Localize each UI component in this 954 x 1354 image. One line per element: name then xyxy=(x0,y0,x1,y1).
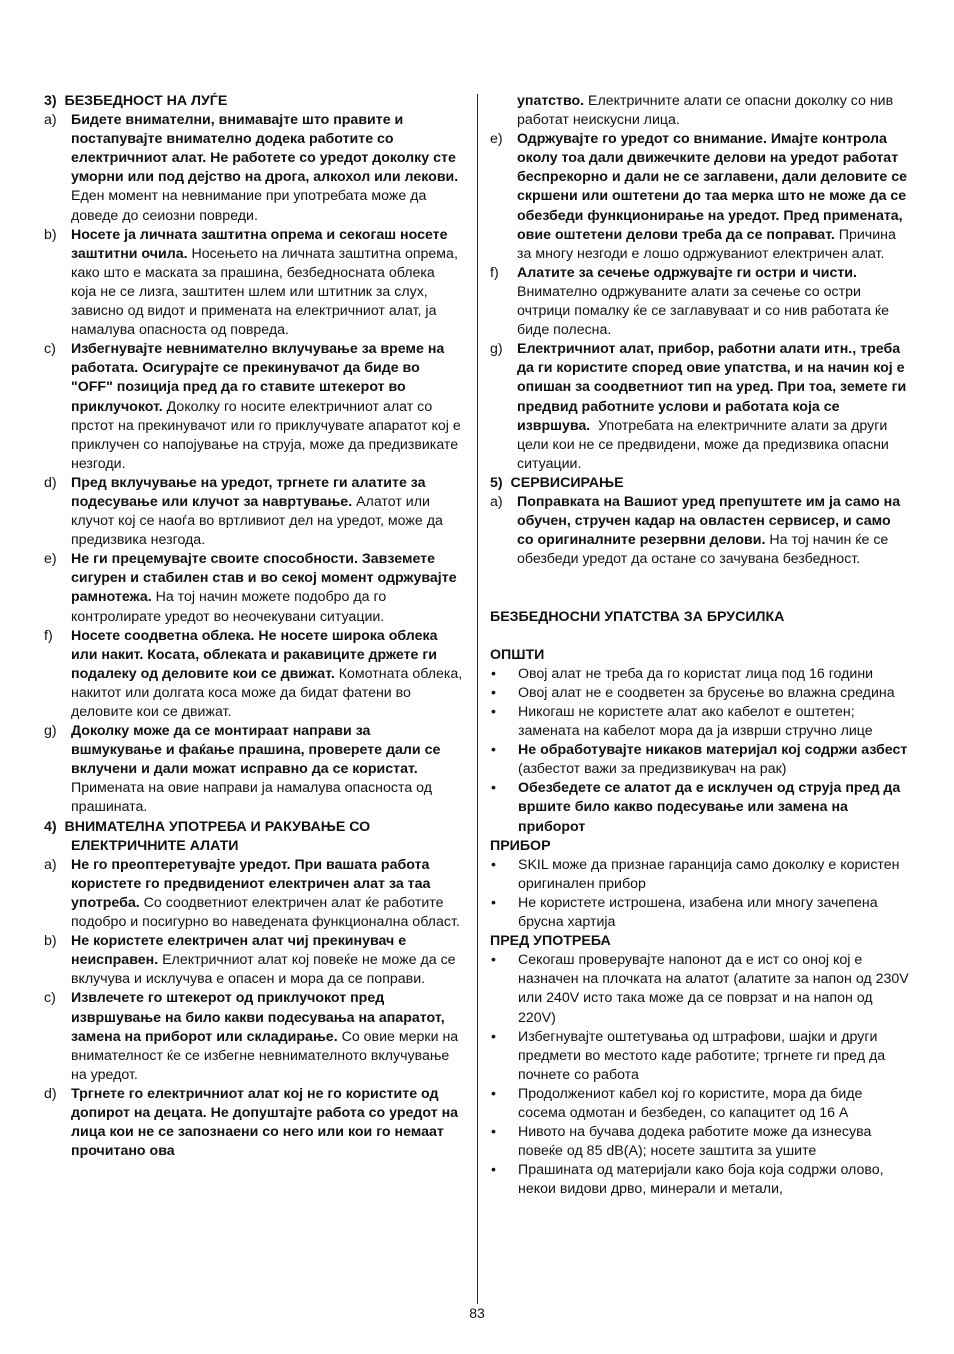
item-label: b) xyxy=(44,226,57,243)
item-text: Никогаш не користете алат ако кабелот е оштетен; замената на кабелот мора да ја изврши стручно лице xyxy=(518,704,873,740)
list-item xyxy=(44,932,464,989)
item-text: Алатот или клучот кој се наоѓа во вртливиот дел на уредот, може да предизвика незгода. xyxy=(71,493,443,549)
accessories-items xyxy=(490,856,910,932)
item-bold-text: Не го преоптеретувајте уредот. При вашата работа користете го предвидениот електричен алат за таа употреба. xyxy=(71,856,431,911)
item-text: Прашината од материјали како боја која содржи олово, некои видови дрво, минерали и метали, xyxy=(518,1162,884,1198)
section-4-items xyxy=(44,856,464,1162)
item-label: f) xyxy=(490,264,499,281)
bullet-icon: • xyxy=(491,1085,496,1102)
item-text: Овој алат не е соодветен за брусење во влажна средина xyxy=(518,684,895,701)
section-5-items xyxy=(490,493,910,569)
right-column xyxy=(490,92,910,1199)
item-text: Внимателно одржуваните алати за сечење со остри очтрици помалку ќе се заглавуваат и со нив работата ќе биде полесна. xyxy=(517,283,890,339)
bullet-item xyxy=(490,894,910,932)
bullet-icon: • xyxy=(491,684,496,701)
bullet-item xyxy=(490,951,910,1027)
item-label: c) xyxy=(44,341,56,358)
bullet-icon: • xyxy=(491,1124,496,1141)
list-item xyxy=(490,493,910,569)
item-text: SKIL може да признае гаранција само доколку е користен оригинален прибор xyxy=(518,856,900,892)
item-bold-text: Алатите за сечење одржувајте ги остри и чисти. xyxy=(517,264,857,281)
item-label: d) xyxy=(44,474,57,491)
continued-item xyxy=(490,92,910,130)
section-3-title: 3) БЕЗБЕДНОСТ НА ЛУЃЕ xyxy=(44,93,228,109)
item-text: Доколку го носите електричниот алат со прстот на прекинувачот или го приклучувате апаратот кој е приклучен со напојување на струја, може да предизвикате незгоди. xyxy=(71,398,461,472)
item-text: (азбестот важи за предизвикувач на рак) xyxy=(518,761,787,778)
section-4-items-continued xyxy=(490,130,910,474)
item-bold-text: Не користете електричен алат чиј прекинувач е неисправен. xyxy=(71,933,407,969)
item-bold-text: Доколку може да се монтираат направи за вшмукување и фаќање прашина, проверете дали се вклучени и дали можат исправно да се користат. xyxy=(71,723,441,778)
section-4-title xyxy=(44,818,464,856)
item-bold-text: Не обработувајте никаков материјал кој содржи азбест xyxy=(518,742,908,759)
item-text: Еден момент на невнимание при употребата може да доведе до сеиозни повреди. xyxy=(71,188,427,224)
left-column xyxy=(44,92,464,1161)
general-title: ОПШТИ xyxy=(490,646,545,663)
item-label: a) xyxy=(44,112,57,129)
item-label: a) xyxy=(44,856,57,873)
accessories-title: ПРИБОР xyxy=(490,837,551,854)
item-label: g) xyxy=(490,341,503,358)
item-bold-text: Извлечете го штекерот од приклучокот пред извршување на било какви подесувања на апаратот, замена на приборот или складирање. xyxy=(71,990,445,1045)
item-label: b) xyxy=(44,933,57,950)
item-text: Секогаш проверувајте напонот да е ист со оној кој е назначен на плочката на алатот (алатите за напон од 230V или 240V исто така може да се поврзат и на напон од 220V) xyxy=(518,952,909,1026)
item-bold-text: Пред вклучување на уредот, тргнете ги алатите за подесување или клучот за навртување. xyxy=(71,474,426,510)
item-text: Причина за многу незгоди е лошо одржуваниот електричен алат. xyxy=(517,226,896,262)
item-label: a) xyxy=(490,493,503,510)
list-item xyxy=(490,130,910,264)
list-item xyxy=(490,264,910,340)
item-bold-text: Не ги прецемувајте своите способности. Завземете сигурен и стабилен став и во секој момент одржувајте рамнотежа. xyxy=(71,551,457,606)
list-item xyxy=(44,474,464,550)
item-text: Комотната облека, накитот или долгата коса може да бидат фатени во деловите кои се движат. xyxy=(71,665,463,720)
bullet-icon: • xyxy=(491,952,496,969)
item-text: На тој начин ќе се обезбеди уредот да остане со зачувана безбедност. xyxy=(517,532,889,568)
bullet-item xyxy=(490,741,910,779)
item-bold-text: Тргнете го електричниот алат кој не го користите од допирот на децата. Не допуштајте работа со уредот на лица кои не се запознаени со него или кои го немаат прочитано ова xyxy=(71,1085,459,1160)
item-label: c) xyxy=(44,990,56,1007)
item-text: Електричниот алат кој повеќе не може да се вклучува и исклучува е опасен и мора да се поправи. xyxy=(71,952,456,988)
column-divider xyxy=(477,94,478,1304)
bullet-icon: • xyxy=(491,665,496,682)
item-bold-text: Одржувајте го уредот со внимание. Имајте контрола околу тоа дали движечките делови на уредот работат беспрекорно и дали не се заглавени, дали деловите се скршени или оштетени до таа мерка што не може да се обезбеди функционирање на уредот. Пред примената, овие оштетени делови треба да се поправат. xyxy=(517,131,908,243)
item-text: Употребата на електричните алати за други цели кои не се предвидени, може да предизвика опасни ситуации. xyxy=(517,417,889,472)
bullet-icon: • xyxy=(491,704,496,720)
item-bold-text: Носете ја личната заштитна опрема и секогаш носете заштитни очила. xyxy=(71,226,448,262)
item-bold-text: Избегнувајте невнимателно вклучување за време на работата. Осигурајте се прекинувачот да биде во "OFF" позиција пред да го ставите штекерот во приклучокот. xyxy=(71,341,445,415)
general-items xyxy=(490,665,910,837)
before-use-title: ПРЕД УПОТРЕБА xyxy=(490,933,611,950)
section-4-title-line2: ЕЛЕКТРИЧНИТЕ АЛАТИ xyxy=(71,837,239,854)
item-label: f) xyxy=(44,627,53,644)
bullet-item xyxy=(490,1028,910,1085)
list-item xyxy=(44,627,464,722)
bullet-icon: • xyxy=(491,742,496,759)
bullet-item xyxy=(490,1085,910,1123)
bullet-icon: • xyxy=(491,1162,496,1179)
item-text: На тој начин можете подобро да го контролирате уредот во неочекувани ситуации. xyxy=(71,589,387,625)
continued-text: Електричните алати се опасни доколку со нив работат неискусни лица. xyxy=(517,93,894,129)
before-use-items xyxy=(490,951,910,1199)
section-3-items xyxy=(44,111,464,817)
list-item xyxy=(44,722,464,817)
bullet-item xyxy=(490,779,910,836)
item-text: Не користете истрошена, изабена или многу зачепена брусна хартија xyxy=(518,894,878,931)
list-item xyxy=(44,226,464,341)
item-label: e) xyxy=(44,551,57,568)
bullet-item xyxy=(490,1161,910,1199)
item-label: d) xyxy=(44,1085,57,1102)
item-bold-text: Носете соодветна облека. Не носете широка облека или накит. Косата, облеката и ракавиците држете ги подалеку од деловите кои се движат. xyxy=(71,627,438,682)
item-text: Носењето на личната заштитна опрема, како што е маската за прашина, безбедносната облека која не се лизга, заштитен шлем или штитник за слух, зависно од видот и примената на електричниот алат, ја намалува опасноста од повреда. xyxy=(71,245,458,339)
item-bold-text: Бидете внимателни, внимавајте што правите и постапувајте внимателно додека работите со електричниот алат. Не работете со уредот доколку сте уморни или под дејство на дрога, алкохол или лекови. xyxy=(71,112,459,186)
item-label: e) xyxy=(490,131,503,148)
bullet-item xyxy=(490,665,910,684)
item-text: Нивото на бучава додека работите може да изнесува повеќе од 85 dB(A); носете заштита за ушите xyxy=(518,1124,872,1160)
list-item xyxy=(44,1085,464,1161)
section-5-title: 5) СЕРВИСИРАЊЕ xyxy=(490,474,624,491)
page-number: 83 xyxy=(469,1305,485,1321)
list-item xyxy=(44,856,464,932)
list-item xyxy=(44,550,464,626)
list-item xyxy=(490,340,910,474)
item-bold-text: Поправката на Вашиот уред препуштете им ја само на обучен, стручен кадар на овластен сервисер, и само со оригиналните резервни делови. xyxy=(517,493,901,549)
list-item xyxy=(44,340,464,474)
item-text: Овој алат не треба да го користат лица под 16 години xyxy=(518,665,874,682)
sander-safety-heading: БЕЗБЕДНОСНИ УПАТСТВА ЗА БРУСИЛКА xyxy=(490,608,785,625)
bullet-icon: • xyxy=(491,894,496,911)
item-bold-text: Обезбедете се алатот да е исклучен од струја пред да вршите било какво подесување или замена на приборот xyxy=(518,780,901,835)
item-text: Со соодветниот електричен алат ќе работите подобро и посигурно во наведената функционална област. xyxy=(71,894,460,931)
bullet-icon: • xyxy=(491,856,496,873)
item-text: Со овие мерки на внимателност ќе се избегне невнимателното вклучување на уредот. xyxy=(71,1028,459,1083)
section-4-title-line1: 4) ВНИМАТЕЛНА УПОТРЕБА И РАКУВАЊЕ СО xyxy=(44,818,371,835)
item-label: g) xyxy=(44,723,57,740)
item-text: Примената на овие направи ја намалува опасноста од прашината. xyxy=(71,780,433,816)
continued-bold: упатство. xyxy=(517,93,585,109)
list-item xyxy=(44,111,464,226)
bullet-item xyxy=(490,684,910,703)
item-bold-text: Електричниот алат, прибор, работни алати итн., треба да ги користите според овие упатства, и на начин кој е опишан за соодветниот тип на уред. При тоа, земете ги предвид работните услови и работата која се извршува. xyxy=(517,341,907,434)
item-text: Избегнувајте оштетувања од штрафови, шајки и други предмети во местото каде работите; тргнете ги пред да почнете со работа xyxy=(518,1028,886,1083)
bullet-icon: • xyxy=(491,1028,496,1045)
bullet-item xyxy=(490,1123,910,1161)
bullet-icon: • xyxy=(491,780,496,797)
item-text: Продолжениот кабел кој го користите, мора да биде сосема одмотан и безбеден, со капацитет од 16 А xyxy=(518,1085,863,1121)
bullet-item xyxy=(490,856,910,894)
list-item xyxy=(44,989,464,1084)
bullet-item xyxy=(490,703,910,741)
